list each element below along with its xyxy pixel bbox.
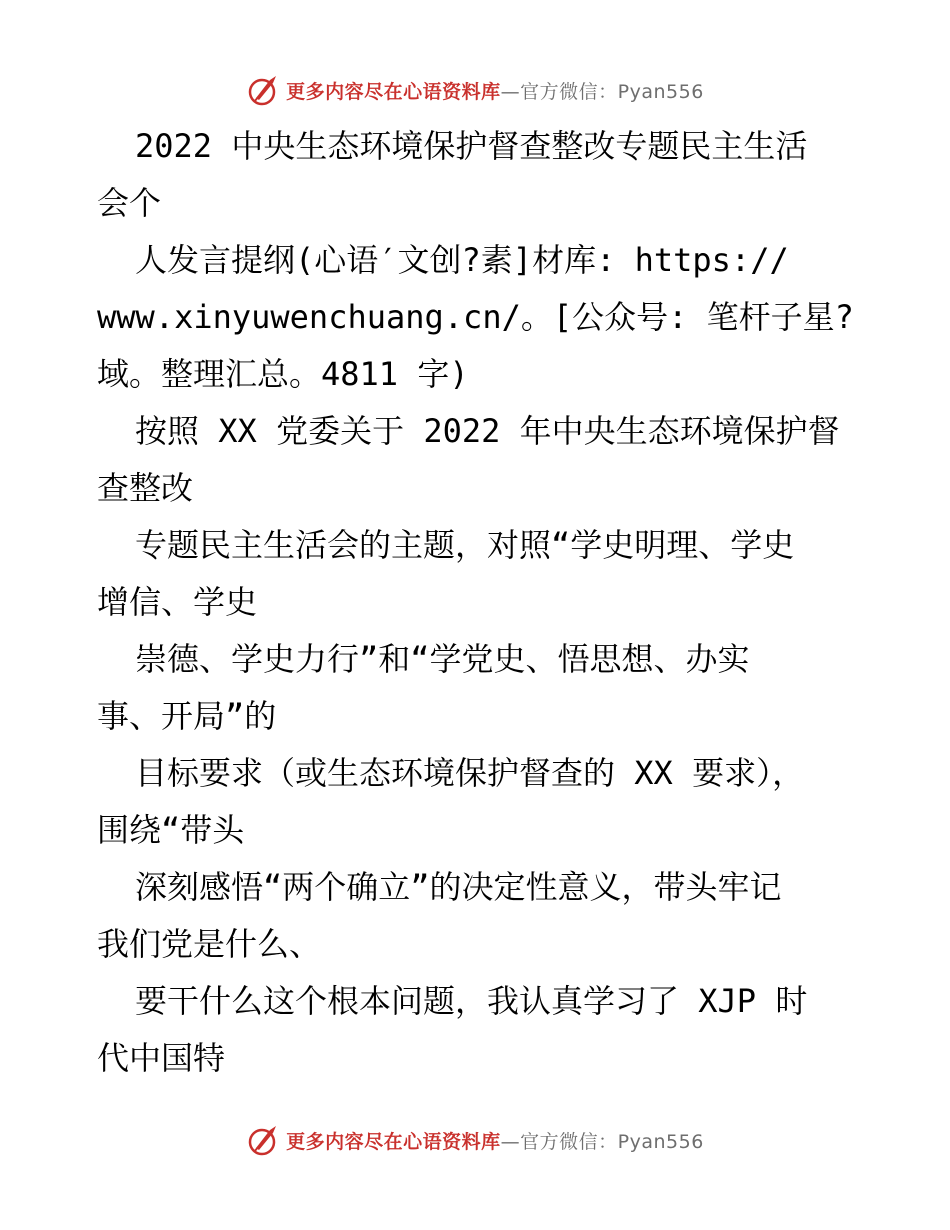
text-line: 查整改: [97, 469, 194, 507]
banner-text: [286, 1127, 704, 1154]
text-line: 代中国特: [97, 1039, 226, 1077]
text-line: 会个: [97, 184, 162, 222]
text-line: 2022 中央生态环境保护督查整改专题民主生活: [135, 127, 808, 165]
text-line: 域。整理汇总。4811 字): [97, 355, 469, 393]
text-line: 人发言提纲(心语′文创?素]材库: https://: [135, 241, 789, 279]
text-line: 按照 XX 党委关于 2022 年中央生态环境保护督: [135, 412, 840, 450]
banner-site-name: 更多内容尽在心语资料库: [286, 1130, 501, 1153]
text-line: 围绕“带头: [97, 811, 245, 849]
banner-text: [286, 77, 704, 104]
text-line: 目标要求（或生态环境保护督查的 XX 要求），: [135, 754, 805, 792]
footer-banner: [0, 1120, 950, 1160]
document-body: [97, 118, 867, 1087]
banner-site-name: 更多内容尽在心语资料库: [286, 80, 501, 103]
banner-wechat: —官方微信：Pyan556: [500, 1130, 704, 1153]
text-line: 深刻感悟“两个确立”的决定性意义，带头牢记: [135, 868, 782, 906]
text-line: 事、开局”的: [97, 697, 277, 735]
header-banner: [0, 70, 950, 110]
text-line: 专题民主生活会的主题，对照“学史明理、学史: [135, 526, 795, 564]
banner-wechat: —官方微信：Pyan556: [500, 80, 704, 103]
text-line: www.xinyuwenchuang.cn/。[公众号: 笔杆子星?: [97, 298, 854, 336]
text-line: 增信、学史: [97, 583, 258, 621]
text-line: 要干什么这个根本问题，我认真学习了 XJP 时: [135, 982, 808, 1020]
text-line: 我们党是什么、: [97, 925, 322, 963]
quill-logo-icon: [246, 72, 282, 108]
text-line: 崇德、学史力行”和“学党史、悟思想、办实: [135, 640, 750, 678]
quill-logo-icon: [246, 1122, 282, 1158]
